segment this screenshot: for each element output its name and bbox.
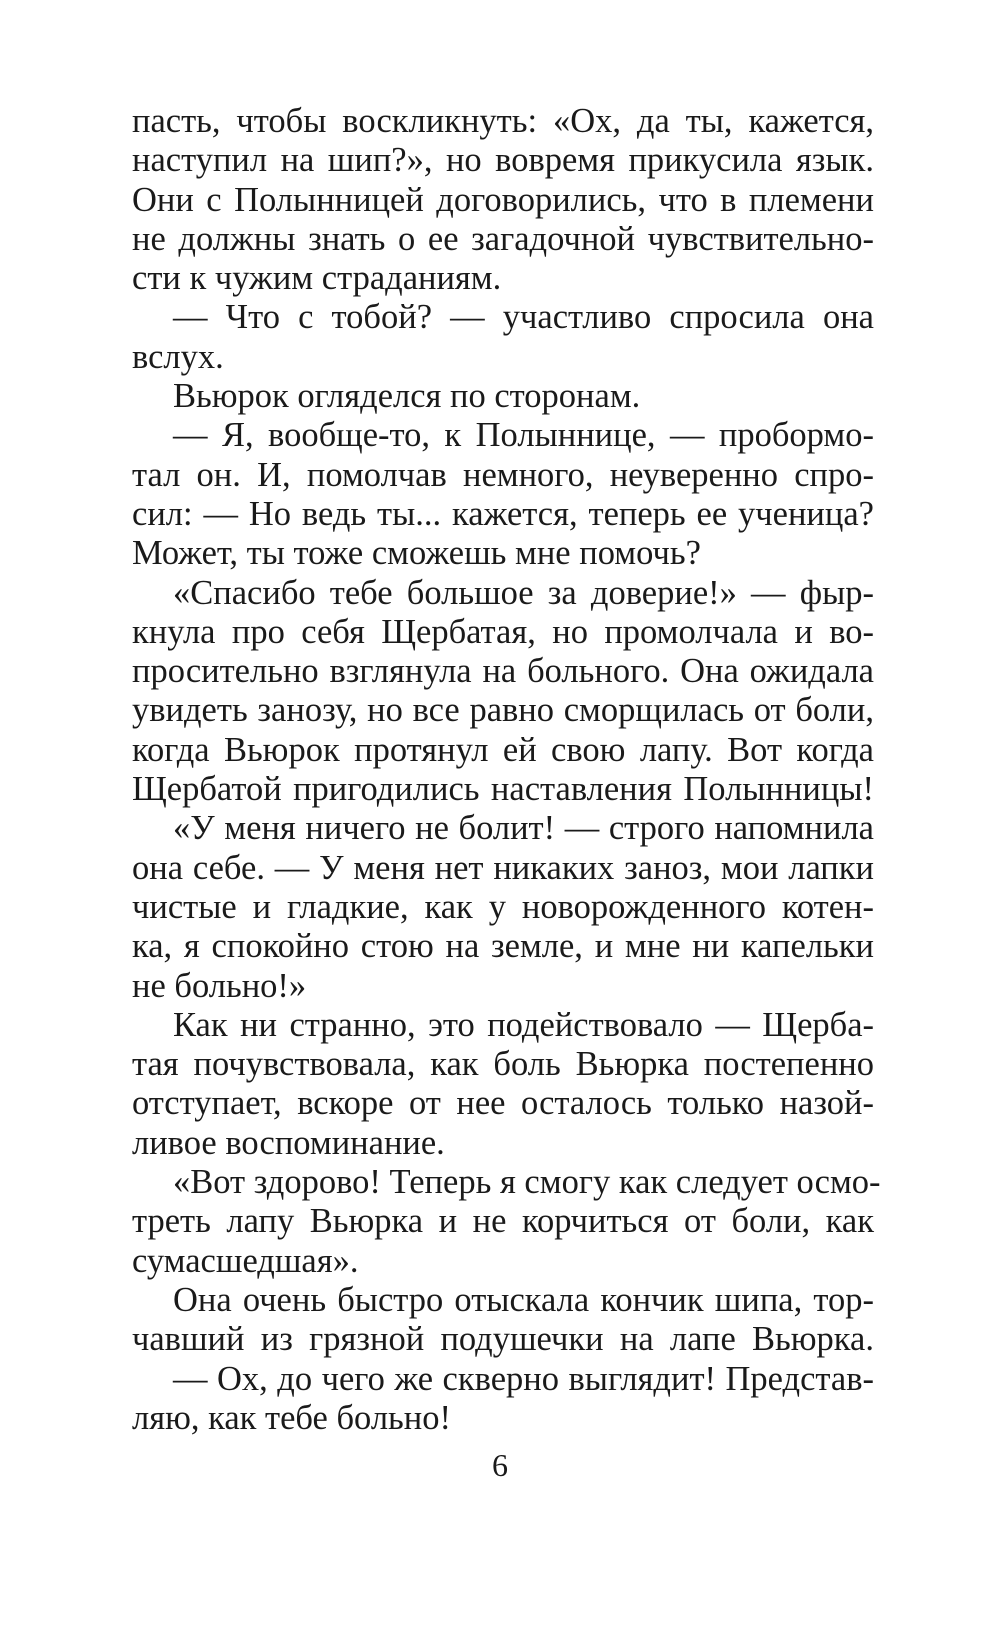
text-line: не больно!» (132, 966, 307, 1005)
text-line: тая почувствовала, как боль Вьюрка постепенно (132, 1045, 874, 1084)
text-line: ка, я спокойно стою на земле, и мне ни капельки (132, 927, 874, 966)
text-line: просительно взглянула на больного. Она ожидала (132, 652, 874, 691)
text-line: Она очень быстро отыскала кончик шипа, тор- (173, 1280, 874, 1319)
text-line: сумасшедшая». (132, 1241, 359, 1280)
text-line: Вьюрок огляделся по сторонам. (173, 377, 641, 416)
text-line: Может, ты тоже сможешь мне помочь? (132, 534, 701, 573)
text-line: «Спасибо тебе большое за доверие!» — фыр- (173, 573, 874, 612)
text-line: сти к чужим страданиям. (132, 259, 502, 298)
text-line: пасть, чтобы воскликнуть: «Ох, да ты, кажется, (132, 102, 874, 140)
text-line: треть лапу Вьюрка и не корчиться от боли, как (132, 1202, 874, 1241)
text-line: — Что с тобой? — участливо спросила она (173, 298, 874, 337)
text-line: кнула про себя Щербатая, но промолчала и во- (132, 612, 874, 651)
text-line: когда Вьюрок протянул ей свою лапу. Вот когда (132, 730, 874, 769)
text-line: ляю, как тебе больно! (132, 1398, 451, 1437)
text-line: чистые и гладкие, как у новорожденного котен- (132, 887, 874, 926)
text-line: она себе. — У меня нет никаких заноз, мои лапки (132, 848, 874, 887)
text-line: ливое воспоминание. (132, 1123, 445, 1162)
text-line: Щербатой пригодились наставления Полынницы! (132, 770, 874, 809)
body-text (132, 102, 881, 1438)
text-line: отступает, вскоре от нее осталось только назой- (132, 1084, 874, 1123)
text-line: увидеть занозу, но все равно сморщилась от боли, (132, 691, 874, 730)
text-line: вслух. (132, 337, 224, 376)
text-line: не должны знать о ее загадочной чувствительно- (132, 219, 874, 258)
text-line: «Вот здорово! Теперь я смогу как следует осмо- (173, 1163, 881, 1202)
page-number: 6 (492, 1447, 508, 1483)
text-line: — Ох, до чего же скверно выглядит! Представ- (173, 1359, 874, 1398)
text-line: «У меня ничего не болит! — строго напомнила (173, 809, 874, 848)
text-line: сил: — Но ведь ты... кажется, теперь ее ученица? (132, 494, 874, 533)
text-line: Как ни странно, это подействовало — Щерба- (173, 1005, 874, 1044)
text-line: Они с Полынницей договорились, что в племени (132, 180, 874, 219)
text-line: тал он. И, помолчав немного, неуверенно спро- (132, 455, 874, 494)
text-line: — Я, вообще-то, к Полыннице, — пробормо- (173, 416, 874, 455)
text-line: наступил на шип?», но вовремя прикусила язык. (132, 141, 874, 180)
text-line: чавший из грязной подушечки на лапе Вьюрка. (132, 1320, 874, 1359)
